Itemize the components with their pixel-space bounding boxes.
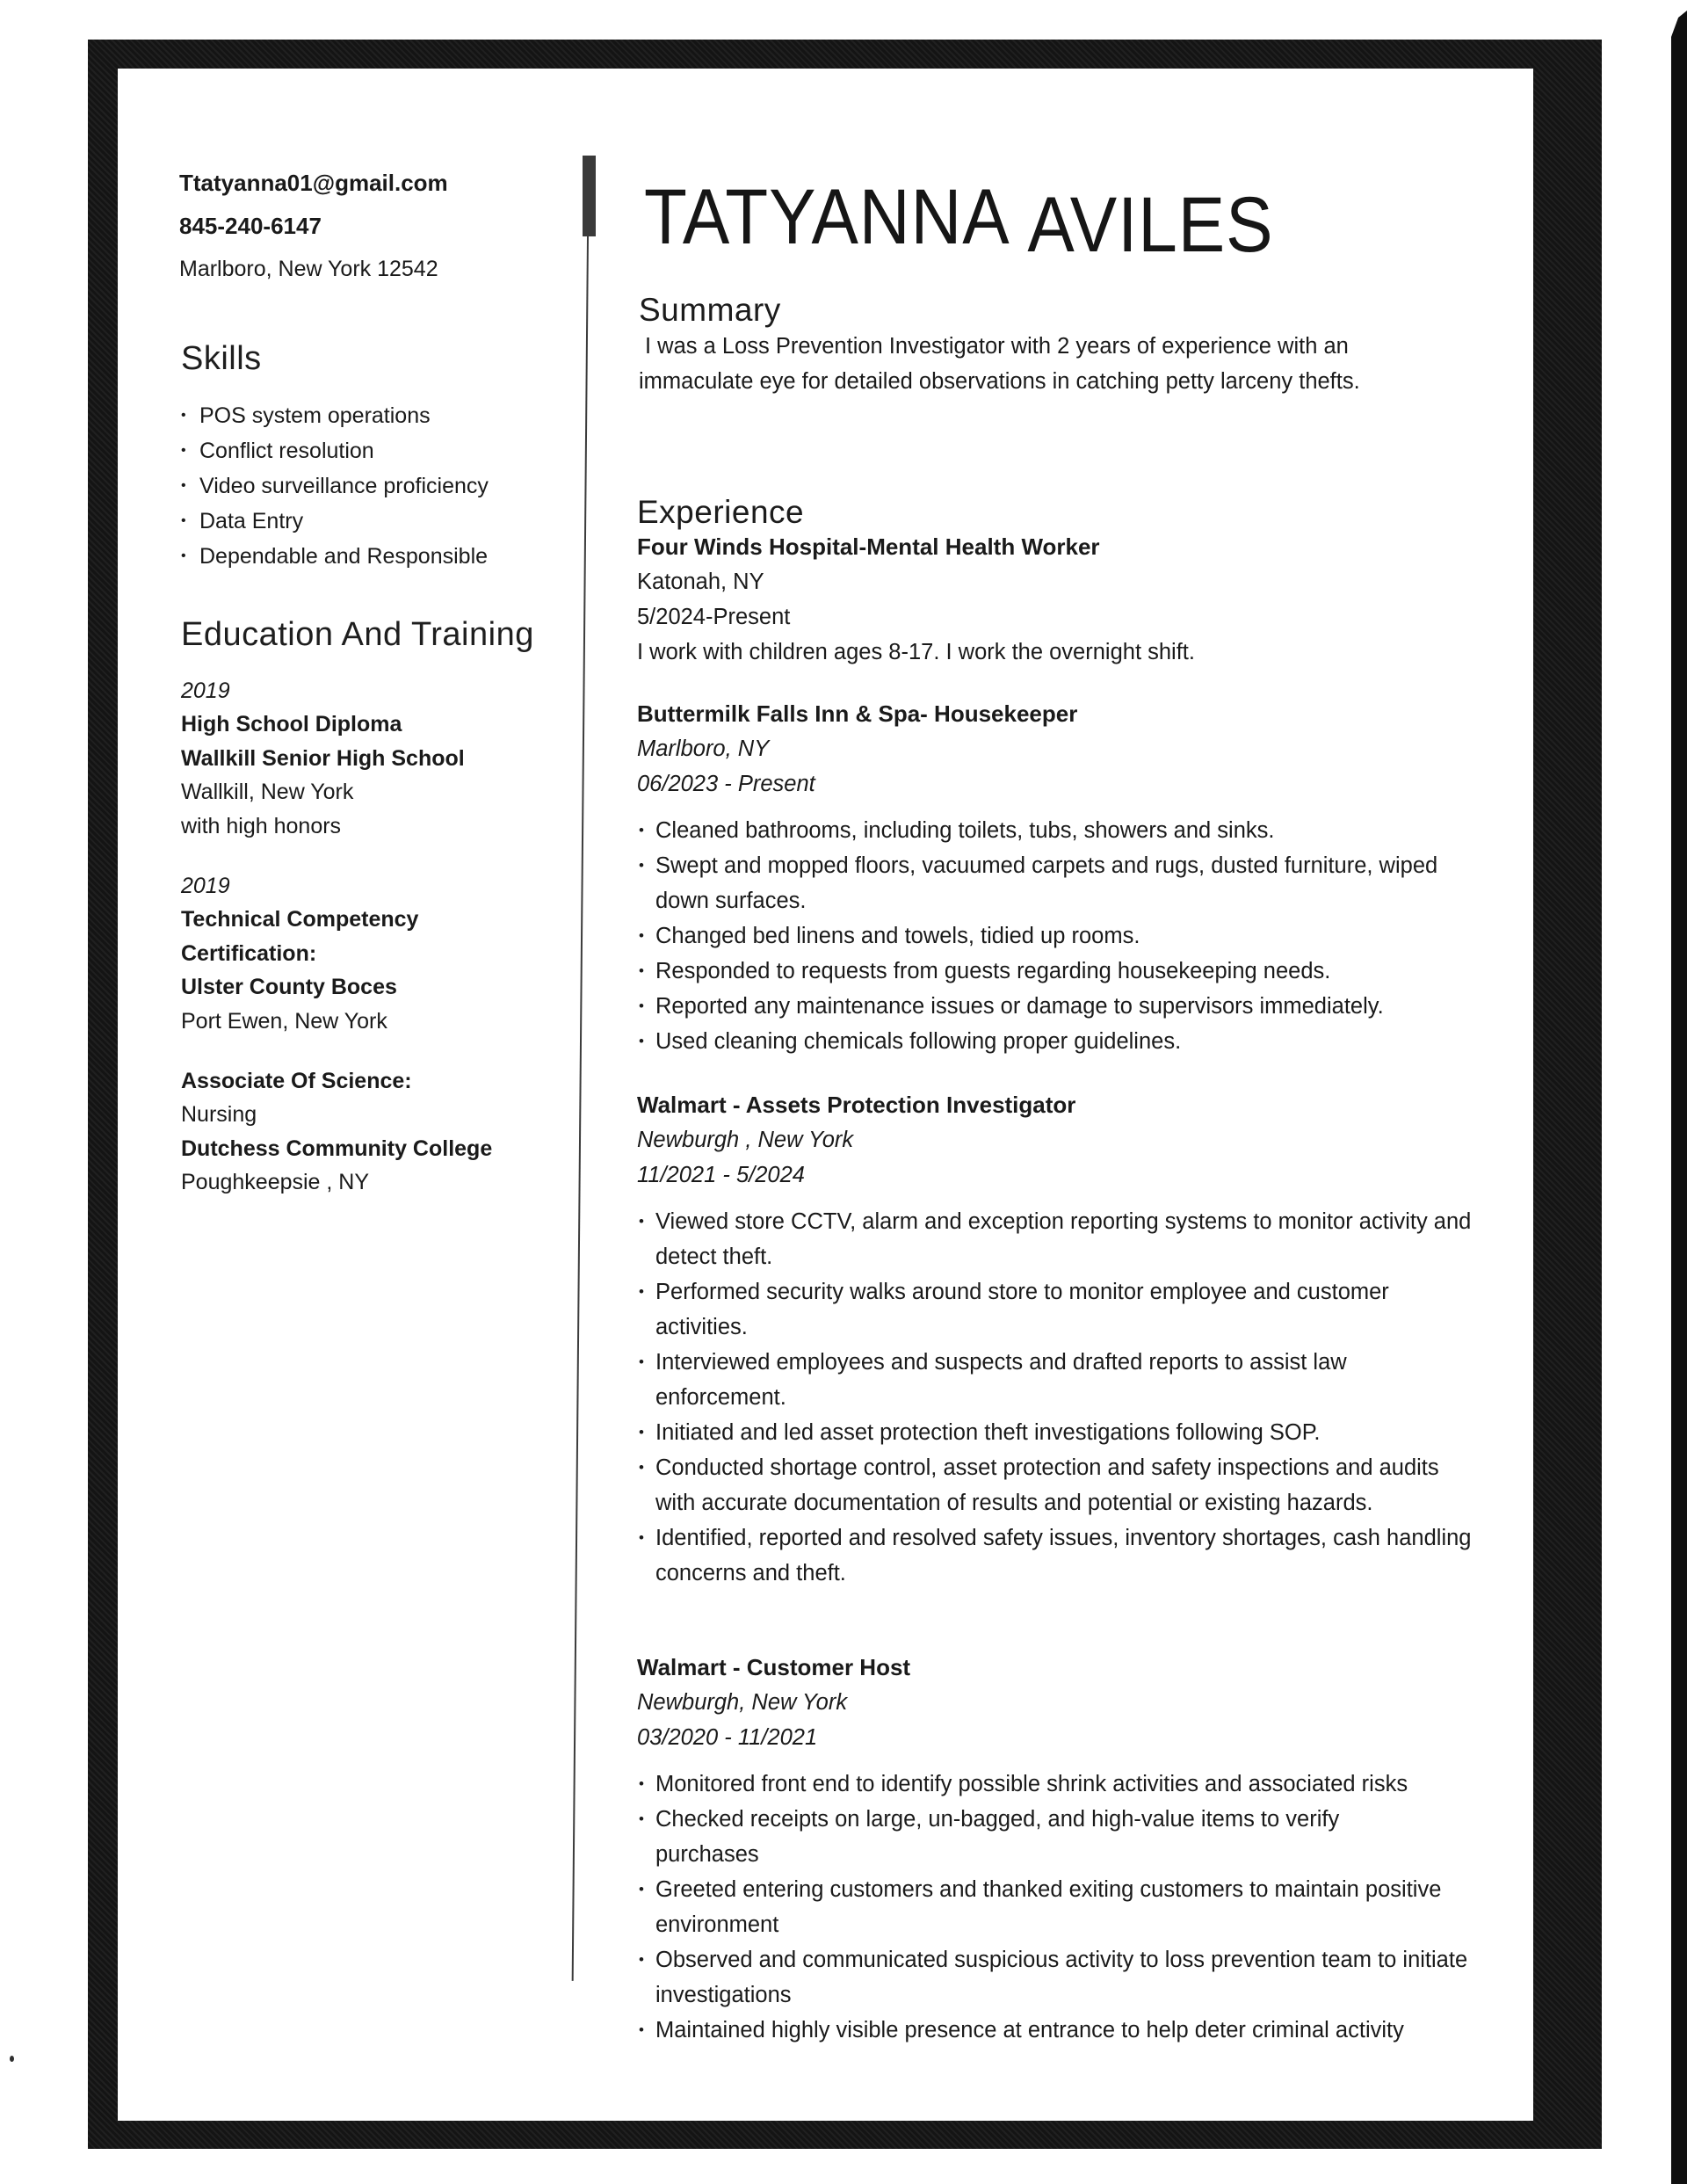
job-dates: 03/2020 - 11/2021	[637, 1725, 818, 1750]
skill-item: • Dependable and Responsible	[181, 539, 568, 574]
job-bullet: • Used cleaning chemicals following proper guidelines.	[637, 1024, 1481, 1059]
job-location: Newburgh, New York	[637, 1690, 848, 1715]
job-bullet: • Changed bed linens and towels, tidied up rooms.	[637, 918, 1481, 954]
education-degree: High School Diploma	[181, 712, 402, 737]
summary-heading: Summary	[639, 292, 781, 328]
scan-speck	[10, 2056, 14, 2062]
candidate-first-name: TATYANNA	[644, 172, 1010, 260]
summary-text: I was a Loss Prevention Investigator with 2 years of experience with an immaculate eye for detailed observations in catching petty larceny thefts.	[639, 334, 1360, 394]
skills-heading: Skills	[181, 340, 262, 377]
column-divider-line	[572, 236, 589, 1981]
contact-phone: 845-240-6147	[179, 213, 322, 239]
job-bullet: • Performed security walks around store to monitor employee and customer activities.	[637, 1274, 1481, 1345]
job-bullet: • Greeted entering customers and thanked exiting customers to maintain positive environment	[637, 1872, 1481, 1942]
job-bullet: • Interviewed employees and suspects and drafted reports to assist law enforcement.	[637, 1345, 1481, 1415]
job-location: Katonah, NY	[637, 570, 764, 594]
job-dates: 06/2023 - Present	[637, 772, 815, 796]
contact-block	[179, 162, 448, 291]
job-entry-walmart-customer-host	[637, 1650, 1481, 2048]
job-title: Four Winds Hospital-Mental Health Worker	[637, 533, 1100, 560]
candidate-last-name: AVILES	[1027, 180, 1274, 268]
job-bullet: • Checked receipts on large, un-bagged, and high-value items to verify purchases	[637, 1802, 1411, 1872]
skill-item: • Data Entry	[181, 504, 568, 539]
job-title: Buttermilk Falls Inn & Spa- Housekeeper	[637, 700, 1078, 727]
page-border-frame	[88, 40, 1602, 2149]
job-bullet-list	[637, 1204, 1481, 1591]
skill-item: • Video surveillance proficiency	[181, 468, 568, 504]
summary-section	[639, 292, 1482, 399]
education-location: Poughkeepsie , NY	[181, 1170, 370, 1195]
job-bullet: • Reported any maintenance issues or damage to supervisors immediately.	[637, 989, 1481, 1024]
education-degree: Associate Of Science:	[181, 1069, 412, 1094]
job-bullet: • Monitored front end to identify possible shrink activities and associated risks	[637, 1767, 1481, 1802]
job-description: I work with children ages 8-17. I work the overnight shift.	[637, 640, 1195, 664]
skills-list	[181, 398, 568, 574]
education-entry	[181, 674, 550, 843]
job-bullet: • Viewed store CCTV, alarm and exception reporting systems to monitor activity and detect theft.	[637, 1204, 1481, 1274]
job-entry-four-winds	[637, 529, 1481, 670]
job-entry-walmart-investigator	[637, 1087, 1481, 1591]
job-title: Walmart - Assets Protection Investigator	[637, 1092, 1076, 1118]
contact-email: Ttatyanna01@gmail.com	[179, 170, 448, 196]
job-bullet: • Responded to requests from guests regarding housekeeping needs.	[637, 954, 1481, 989]
education-entry	[181, 869, 550, 1038]
education-degree: Technical Competency Certification:	[181, 907, 419, 966]
job-dates: 11/2021 - 5/2024	[637, 1163, 805, 1187]
education-note: with high honors	[181, 813, 342, 838]
education-school: Wallkill Senior High School	[181, 745, 465, 771]
education-field: Nursing	[181, 1102, 257, 1128]
skill-item: • Conflict resolution	[181, 433, 568, 468]
education-location: Port Ewen, New York	[181, 1008, 387, 1034]
education-year: 2019	[181, 678, 230, 703]
job-bullet: • Cleaned bathrooms, including toilets, tubs, showers and sinks.	[637, 813, 1481, 848]
job-entry-buttermilk	[637, 696, 1481, 1059]
job-bullet-list	[637, 813, 1481, 1059]
job-bullet: • Initiated and led asset protection theft investigations following SOP.	[637, 1415, 1481, 1450]
job-bullet: • Maintained highly visible presence at entrance to help deter criminal activity	[637, 2013, 1481, 2048]
education-section	[181, 615, 559, 1200]
job-bullet: • Swept and mopped floors, vacuumed carpets and rugs, dusted furniture, wiped down surfaces.	[637, 848, 1481, 918]
job-title: Walmart - Customer Host	[637, 1654, 911, 1680]
job-bullet: • Observed and communicated suspicious activity to loss prevention team to initiate investigations	[637, 1942, 1481, 2013]
resume-paper	[118, 69, 1533, 2121]
job-bullet: • Identified, reported and resolved safety issues, inventory shortages, cash handling concerns and theft.	[637, 1520, 1481, 1591]
education-school: Dutchess Community College	[181, 1136, 493, 1161]
education-heading: Education And Training	[181, 616, 534, 653]
column-divider-bar	[583, 156, 596, 236]
education-entry	[181, 1064, 550, 1200]
skills-section	[181, 339, 568, 574]
education-location: Wallkill, New York	[181, 780, 354, 805]
contact-address: Marlboro, New York 12542	[179, 257, 438, 281]
job-location: Newburgh , New York	[637, 1128, 854, 1152]
job-bullet-list	[637, 1767, 1481, 2048]
scan-edge-artifact	[1671, 11, 1687, 2184]
job-bullet: • Conducted shortage control, asset protection and safety inspections and audits with accurate documentation of results and potential or existing hazards.	[637, 1450, 1481, 1520]
experience-heading: Experience	[637, 494, 805, 530]
education-year: 2019	[181, 874, 230, 899]
skill-item: • POS system operations	[181, 398, 568, 433]
education-school: Ulster County Boces	[181, 975, 397, 1000]
job-dates: 5/2024-Present	[637, 605, 791, 629]
job-location: Marlboro, NY	[637, 736, 770, 761]
candidate-name	[644, 172, 1274, 268]
